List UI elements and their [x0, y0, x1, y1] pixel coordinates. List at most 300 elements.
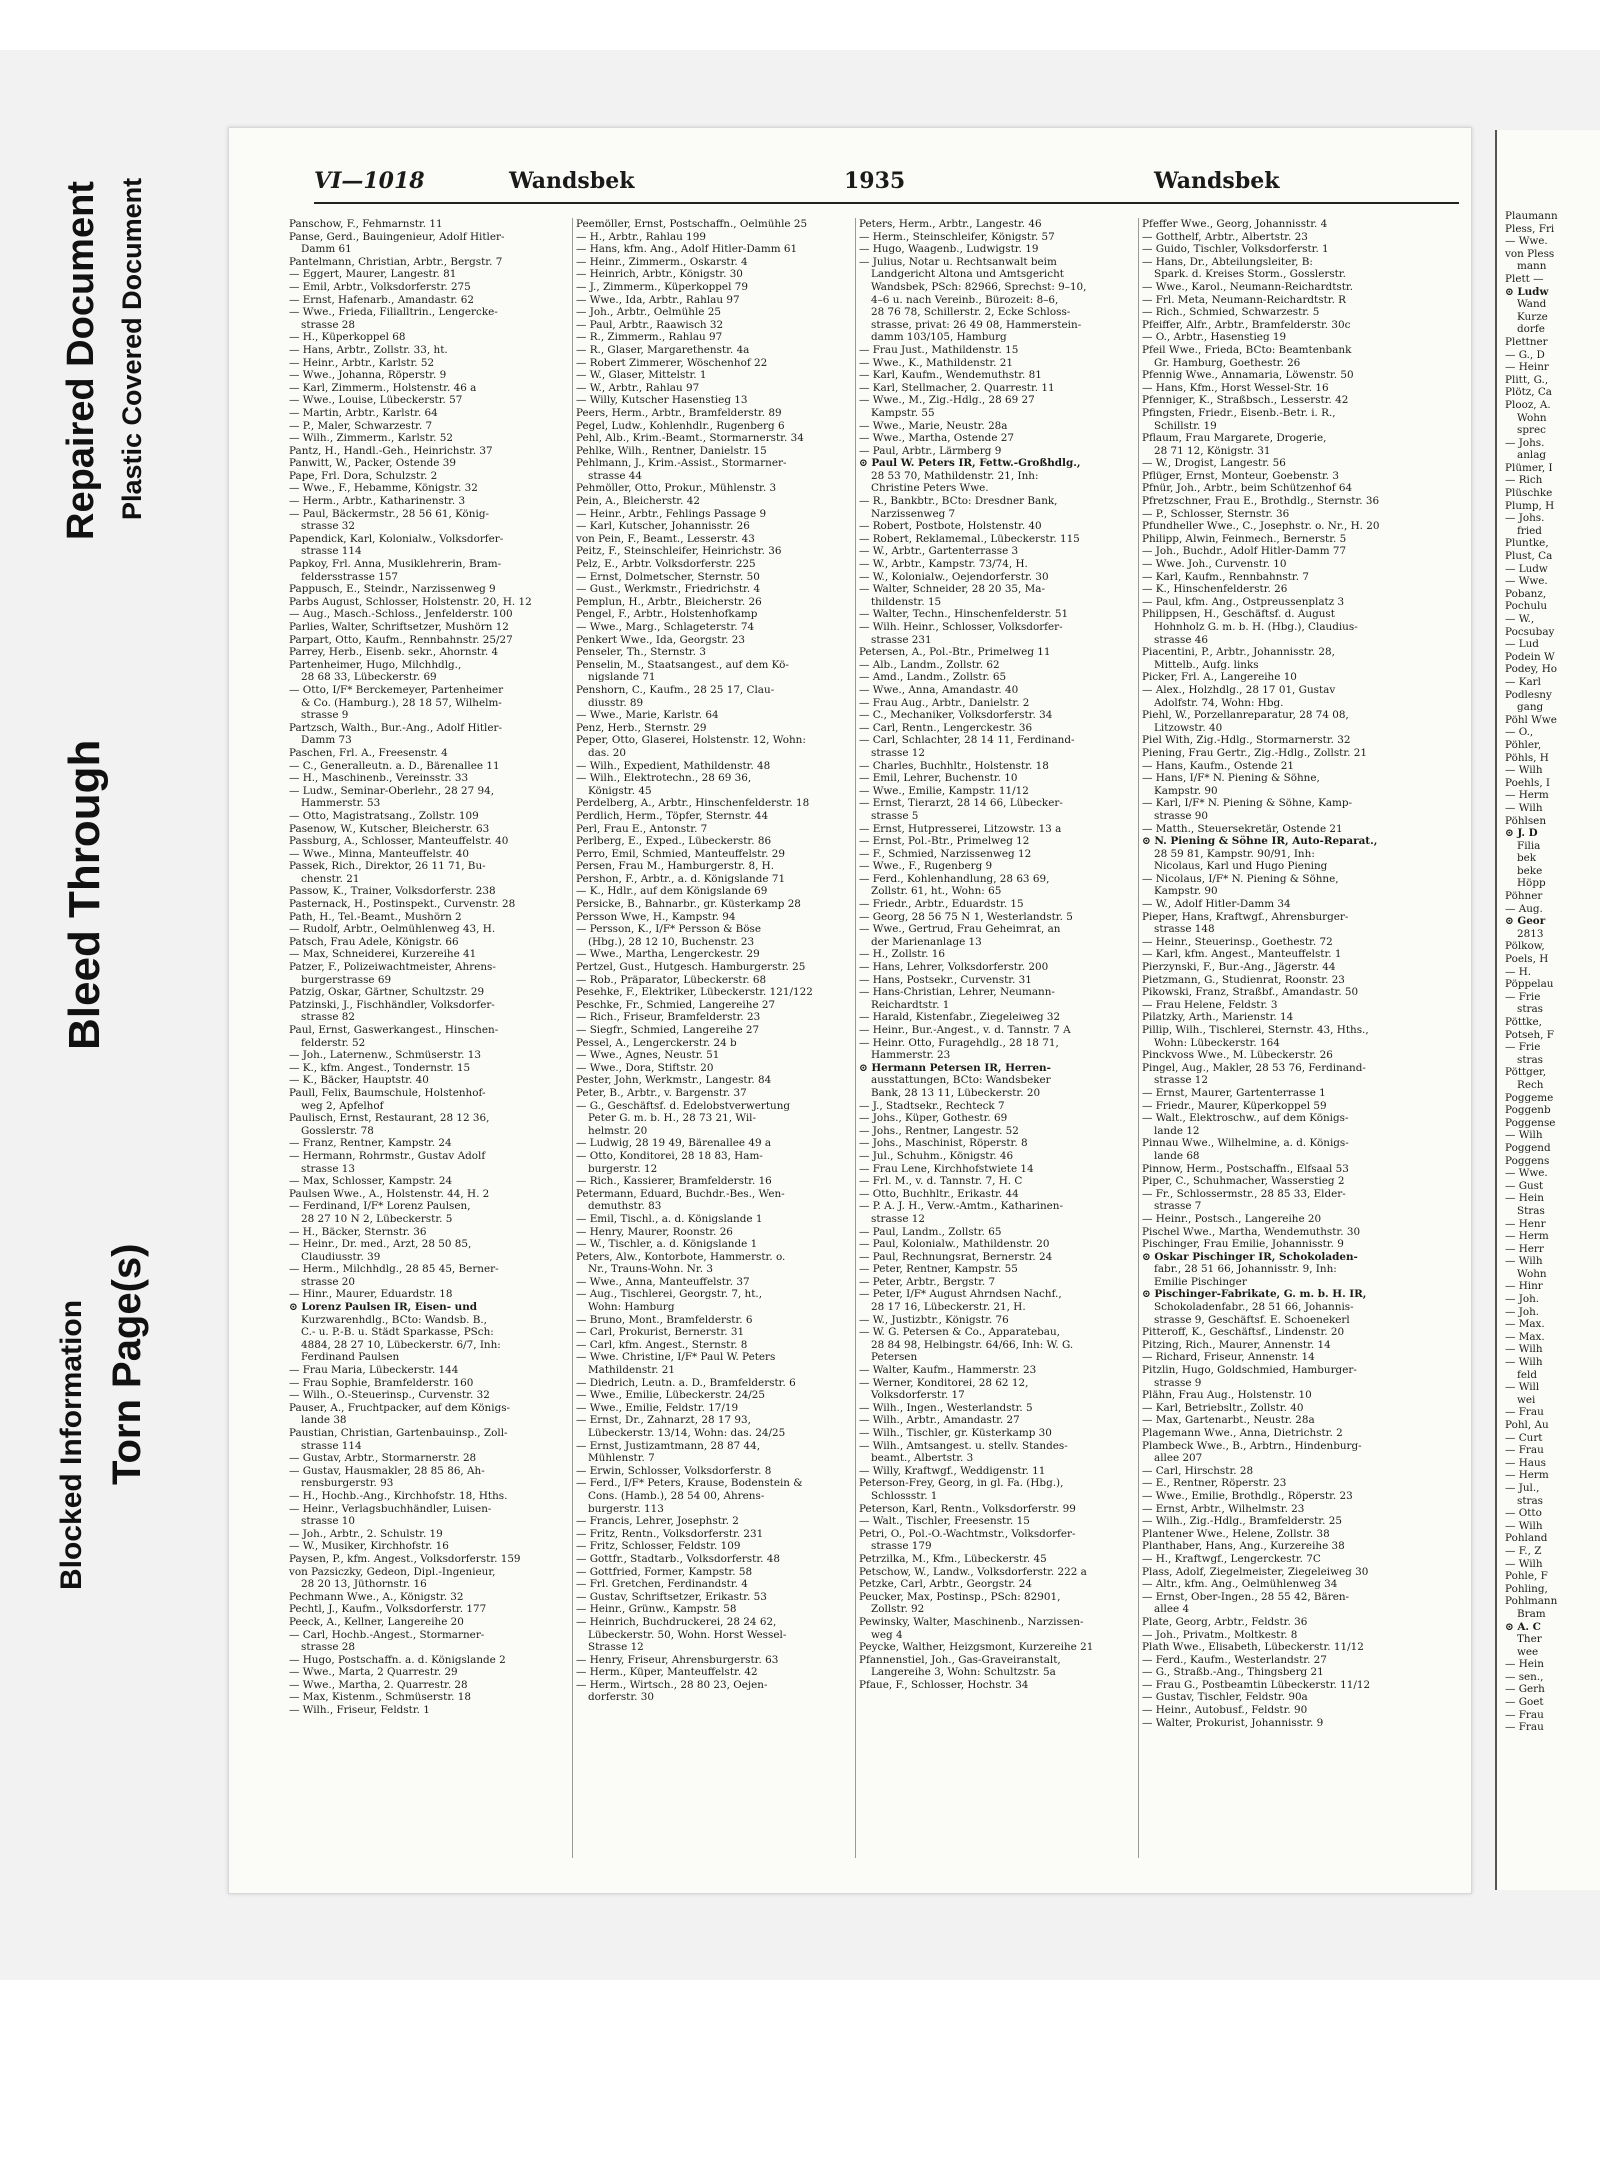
entry-continuation: 4–6 u. nach Vereinb., Bürozeit: 8–6,: [871, 293, 1059, 306]
directory-entry: — H., Arbtr., Rahlau 199: [576, 230, 706, 243]
entry-continuation: Reichardtstr. 1: [871, 998, 950, 1011]
directory-entry: — F., Z: [1505, 1544, 1542, 1557]
directory-entry: Pinnau Wwe., Wilhelmine, a. d. Königs-: [1142, 1137, 1349, 1150]
entry-continuation: Mittelb., Aufg. links: [1154, 658, 1259, 671]
directory-entry: — Emil, Arbtr., Volksdorferstr. 275: [289, 280, 471, 293]
directory-entry: Parpart, Otto, Kaufm., Rennbahnstr. 25/27: [289, 633, 513, 646]
directory-entry: — Friedr., Arbtr., Eduardstr. 15: [859, 898, 1024, 911]
directory-entry: Peter, B., Arbtr., v. Bargenstr. 37: [576, 1086, 747, 1099]
directory-entry: — Johs.: [1505, 512, 1545, 525]
directory-entry: Persson Wwe, H., Kampstr. 94: [576, 910, 736, 923]
entry-continuation: ausstattungen, BCto: Wandsbeker: [871, 1074, 1051, 1087]
directory-entry: Peterson-Frey, Georg, in gl. Fa. (Hbg.),: [859, 1477, 1064, 1490]
directory-entry: — Curt: [1505, 1431, 1543, 1444]
directory-entry: Plooz, A.: [1505, 398, 1551, 411]
directory-entry: — Gerh: [1505, 1683, 1545, 1696]
directory-entry: — Wwe., Marta, 2 Quarrestr. 29: [289, 1666, 458, 1679]
directory-entry: — W., Justizbtr., Königstr. 76: [859, 1313, 1009, 1326]
directory-entry: — Gust: [1505, 1179, 1544, 1192]
directory-entry: Peschke, Fr., Schmied, Langereihe 27: [576, 998, 776, 1011]
entry-continuation: rensburgerstr. 93: [301, 1477, 394, 1490]
directory-entry: — Frie: [1505, 1041, 1541, 1054]
directory-page: [228, 127, 1472, 1894]
directory-entry: — Ludw., Seminar-Oberlehr., 28 27 94,: [289, 784, 495, 797]
directory-entry: — Max.: [1505, 1318, 1545, 1331]
entry-continuation: Lübeckerstr. 13/14, Wohn: das. 24/25: [588, 1427, 786, 1439]
directory-entry: — Heinr., Dr. med., Arzt, 28 50 85,: [289, 1238, 472, 1251]
directory-entry: ⊙ Oskar Pischinger IR, Schokoladen-: [1142, 1250, 1358, 1263]
directory-entry: — Wilh: [1505, 1557, 1543, 1570]
entry-continuation: 2813: [1517, 927, 1544, 940]
entries-column-1: [289, 218, 564, 1858]
directory-entry: Plantener Wwe., Helene, Zollstr. 38: [1142, 1527, 1330, 1540]
directory-entry: — Wwe., Emilie, Kampstr. 11/12: [859, 784, 1029, 797]
directory-entry: — Peter, Rentner, Kampstr. 55: [859, 1263, 1018, 1276]
directory-entry: — G., Straßb.-Ang., Thingsberg 21: [1142, 1666, 1324, 1679]
directory-entry: — Karl, Zimmerm., Holstenstr. 46 a: [289, 381, 477, 394]
entry-continuation: Wand: [1517, 298, 1547, 311]
directory-entry: — Wwe., Emilie, Brothdlg., Röperstr. 23: [1142, 1489, 1353, 1502]
directory-entry: — Georg, 28 56 75 N 1, Westerlandstr. 5: [859, 910, 1073, 923]
directory-entry: Paschen, Frl. A., Freesenstr. 4: [289, 746, 448, 759]
directory-entry: — Wilh: [1505, 1356, 1543, 1369]
directory-entry: — G., D: [1505, 348, 1545, 361]
directory-entry: — K., Hinschenfelderstr. 26: [1142, 583, 1288, 596]
directory-entry: Patzig, Oskar, Gärtner, Schultzstr. 29: [289, 986, 485, 999]
directory-entry: Pierzynski, F., Bur.-Ang., Jägerstr. 44: [1142, 961, 1336, 974]
entry-continuation: Schokoladenfabr., 28 51 66, Johannis-: [1154, 1301, 1354, 1314]
directory-entry: — Gottfr., Stadtarb., Volksdorferstr. 48: [576, 1552, 780, 1565]
directory-entry: — Wilh., Friseur, Feldstr. 1: [289, 1704, 430, 1717]
directory-entry: — Ernst, Maurer, Gartenterrasse 1: [1142, 1086, 1326, 1099]
directory-entry: — J., Zimmerm., Küperkoppel 79: [576, 280, 748, 293]
directory-entry: — Walter, Kaufm., Hammerstr. 23: [859, 1364, 1037, 1377]
entry-continuation: stras: [1517, 1494, 1544, 1507]
directory-entry: — Hans, Arbtr., Zollstr. 33, ht.: [289, 343, 448, 356]
entry-continuation: Nr., Trauns-Wohn. Nr. 3: [588, 1263, 713, 1276]
directory-entry: ⊙ J. D: [1505, 827, 1538, 840]
entry-continuation: nigslande 71: [588, 671, 656, 684]
directory-entry: ⊙ Ludw: [1505, 285, 1549, 298]
directory-entry: Penshorn, C., Kaufm., 28 25 17, Clau-: [576, 683, 775, 696]
directory-entry: Pöhler,: [1505, 738, 1542, 751]
directory-entry: — Frau Aug., Arbtr., Danielstr. 2: [859, 696, 1030, 709]
entry-continuation: Filia: [1517, 839, 1541, 852]
directory-entry: Pessel, A., Lengerckerstr. 24 b: [576, 1036, 737, 1049]
directory-entry: — Max, Kistenm., Schmüserstr. 18: [289, 1691, 471, 1704]
directory-entry: — Hein: [1505, 1192, 1544, 1205]
entry-continuation: feld: [1517, 1368, 1537, 1381]
entry-continuation: strasse 179: [871, 1540, 932, 1553]
directory-entry: Piehl, W., Porzellanreparatur, 28 74 08,: [1142, 709, 1349, 722]
directory-entry: — Wwe., Anna, Amandastr. 40: [859, 683, 1019, 696]
directory-entry: Panschow, F., Fehmarnstr. 11: [289, 218, 443, 230]
directory-entry: — Frl. M., v. d. Tannstr. 7, H. C: [859, 1175, 1023, 1188]
directory-entry: — Jul., Schuhm., Königstr. 46: [859, 1149, 1014, 1162]
directory-entry: — Joh., Buchdr., Adolf Hitler-Damm 77: [1142, 545, 1347, 558]
directory-entry: — Herm., Küper, Manteuffelstr. 42: [576, 1666, 758, 1679]
entry-continuation: Hammerstr. 23: [871, 1049, 951, 1062]
directory-entry: — Frau: [1505, 1721, 1544, 1734]
directory-entry: Pieper, Hans, Kraftwgf., Ahrensburger-: [1142, 910, 1349, 923]
directory-entry: Paulisch, Ernst, Restaurant, 28 12 36,: [289, 1112, 490, 1125]
directory-entry: Pemplun, H., Arbtr., Bleicherstr. 26: [576, 595, 762, 608]
entry-continuation: Bank, 28 13 11, Lübeckerstr. 20: [871, 1086, 1041, 1099]
entry-continuation: (Hbg.), 28 12 10, Buchenstr. 23: [588, 935, 755, 948]
directory-entry: — K., Hdlr., auf dem Königslande 69: [576, 885, 768, 898]
directory-entry: — Aug., Tischlerei, Georgstr. 7, ht.,: [576, 1288, 763, 1301]
directory-entry: Plüschke: [1505, 487, 1553, 500]
directory-entry: — Persson, K., I/F* Persson & Böse: [576, 923, 762, 936]
directory-entry: — Robert, Reklamemal., Lübeckerstr. 115: [859, 532, 1080, 545]
directory-entry: Pietzmann, G., Studienrat, Roonstr. 23: [1142, 973, 1345, 986]
directory-entry: — Wwe., Minna, Manteuffelstr. 40: [289, 847, 470, 860]
entry-continuation: Wohn: Hamburg: [588, 1301, 675, 1314]
directory-entry: — Will: [1505, 1381, 1540, 1394]
directory-entry: Pershon, F., Arbtr., a. d. Königslande 71: [576, 872, 786, 885]
directory-entry: Picker, Frl. A., Langereihe 10: [1142, 671, 1297, 684]
directory-entry: — H., Kraftwgf., Lengerckestr. 7C: [1142, 1552, 1321, 1565]
directory-entry: Pfeiffer, Alfr., Arbtr., Bramfelderstr. 30c: [1142, 318, 1351, 331]
directory-entry: Peycke, Walther, Heizgsmont, Kurzereihe 21: [859, 1641, 1094, 1654]
directory-entry: Pilatzky, Arth., Marienstr. 14: [1142, 1011, 1294, 1024]
directory-entry: — Rich: [1505, 474, 1543, 487]
entry-continuation: Adolfstr. 74, Wohn: Hbg.: [1154, 696, 1284, 709]
entry-continuation: dorfe: [1517, 323, 1545, 336]
entry-continuation: Peter G. m. b. H., 28 73 21, Wil-: [588, 1112, 757, 1125]
directory-entry: Pester, John, Werkmstr., Langestr. 84: [576, 1074, 772, 1087]
entry-continuation: Ther: [1517, 1633, 1542, 1646]
entry-continuation: Wohn: [1517, 1267, 1547, 1280]
directory-entry: — Fritz, Rentn., Volksdorferstr. 231: [576, 1527, 764, 1540]
entry-continuation: strasse 46: [1154, 633, 1209, 646]
directory-entry: — Gust., Werkmstr., Friedrichstr. 4: [576, 583, 761, 596]
directory-entry: Plump, H: [1505, 499, 1555, 512]
top-margin: [0, 0, 1600, 50]
directory-entry: Pantz, H., Handl.-Geh., Heinrichstr. 37: [289, 444, 493, 457]
directory-entry: — Henry, Friseur, Ahrensburgerstr. 63: [576, 1653, 779, 1666]
directory-entry: — Wilh., Zig.-Hdlg., Bramfelderstr. 25: [1142, 1515, 1342, 1528]
directory-entry: — Hans, Kfm., Horst Wessel-Str. 16: [1142, 381, 1329, 394]
directory-entry: — R., Bankbtr., BCto: Dresdner Bank,: [859, 495, 1058, 508]
directory-entry: — Ferd., Kaufm., Westerlandstr. 27: [1142, 1653, 1327, 1666]
entry-continuation: strasse 44: [588, 469, 643, 482]
directory-entry: Pohlmann: [1505, 1595, 1558, 1608]
directory-entry: Patzer, F., Polizeiwachtmeister, Ahrens-: [289, 961, 496, 974]
directory-entry: — Karl, kfm. Angest., Manteuffelstr. 1: [1142, 948, 1342, 961]
directory-entry: — Hans, Postsekr., Curvenstr. 31: [859, 973, 1032, 986]
entry-continuation: felderstr. 52: [301, 1036, 366, 1049]
entry-continuation: diusstr. 89: [588, 696, 644, 709]
directory-entry: von Pless: [1505, 247, 1555, 260]
directory-entry: Pohland: [1505, 1532, 1548, 1545]
entry-continuation: Kurzwarenhdlg., BCto: Wandsb. B.,: [301, 1313, 487, 1326]
directory-entry: — Hein: [1505, 1658, 1544, 1671]
directory-entry: — Ludwig, 28 19 49, Bärenallee 49 a: [576, 1137, 772, 1150]
directory-entry: — Joh., Laternenw., Schmüserstr. 13: [289, 1049, 481, 1062]
directory-entry: Poels, H: [1505, 953, 1549, 966]
directory-entry: — Guido, Tischler, Volksdorferstr. 1: [1142, 243, 1329, 256]
directory-entry: — O.,: [1505, 726, 1534, 739]
directory-entry: ⊙ Paul W. Peters IR, Fettw.-Großhdlg.,: [859, 457, 1081, 470]
directory-entry: Paull, Felix, Baumschule, Holstenhof-: [289, 1086, 486, 1099]
directory-entry: Partenheimer, Hugo, Milchhdlg.,: [289, 658, 462, 671]
directory-entry: — Wwe.: [1505, 1167, 1548, 1180]
directory-entry: Petschow, W., Landw., Volksdorferstr. 222 a: [859, 1565, 1087, 1578]
directory-entry: — Ludw: [1505, 562, 1548, 575]
directory-entry: — Ferdinand, I/F* Lorenz Paulsen,: [289, 1200, 471, 1213]
directory-entry: — Charles, Buchhltr., Holstenstr. 18: [859, 759, 1049, 772]
directory-entry: — Gustav, Schriftsetzer, Erikastr. 53: [576, 1590, 767, 1603]
directory-entry: Peitz, F., Steinschleifer, Heinrichstr. 36: [576, 545, 782, 558]
directory-entry: Philippsen, H., Geschäftsf. d. August: [1142, 608, 1335, 621]
directory-entry: — Karl, Kutscher, Johannisstr. 26: [576, 520, 750, 533]
directory-entry: — Wwe., Frieda, Filialltrin., Lengercke-: [289, 306, 498, 319]
directory-entry: Pfennig Wwe., Annamaria, Löwenstr. 50: [1142, 369, 1354, 382]
entry-continuation: stras: [1517, 1003, 1544, 1016]
directory-entry: — Rudolf, Arbtr., Oelmühlenweg 43, H.: [289, 923, 496, 936]
directory-entry: Plötz, Ca: [1505, 386, 1552, 399]
directory-entry: Pfannenstiel, Joh., Gas-Graveiranstalt,: [859, 1653, 1061, 1666]
directory-entry: Plath Wwe., Elisabeth, Lübeckerstr. 11/12: [1142, 1641, 1364, 1654]
directory-entry: — Wilh. Heinr., Schlosser, Volksdorfer-: [859, 621, 1063, 633]
entry-continuation: strasse 28: [301, 1641, 356, 1654]
directory-entry: Pöhl Wwe: [1505, 713, 1557, 726]
directory-entry: — Goet: [1505, 1696, 1544, 1709]
entry-continuation: Schlossstr. 1: [871, 1489, 938, 1502]
directory-entry: Peeck, A., Kellner, Langereihe 20: [289, 1615, 464, 1628]
directory-entry: — Herm., Wirtsch., 28 80 23, Oejen-: [576, 1678, 768, 1691]
entries-column-3: [859, 218, 1134, 1858]
directory-entry: Paysen, P., kfm. Angest., Volksdorferstr. 159: [289, 1552, 521, 1565]
directory-entry: — Peter, Arbtr., Bergstr. 7: [859, 1275, 996, 1288]
directory-entry: — Heinr., Autobusf., Feldstr. 90: [1142, 1704, 1308, 1717]
directory-entry: Peters, Alw., Kontorbote, Hammerstr. o.: [576, 1250, 786, 1263]
entry-continuation: strasse 231: [871, 633, 932, 646]
entry-continuation: sprec: [1517, 424, 1546, 437]
directory-entry: — Wwe., Louise, Lübeckerstr. 57: [289, 394, 463, 407]
directory-entry: — Max, Gartenarbt., Neustr. 28a: [1142, 1414, 1315, 1427]
directory-entry: — F., Schmied, Narzissenweg 12: [859, 847, 1032, 860]
directory-entry: — Wwe.: [1505, 235, 1548, 248]
directory-entry: — G., Geschäftsf. d. Edelobstverwertung: [576, 1099, 791, 1112]
directory-entry: Pesehke, F., Elektriker, Lübeckerstr. 121/122: [576, 986, 813, 999]
directory-entry: — Otto, Buchhltr., Erikastr. 44: [859, 1187, 1019, 1200]
directory-entry: Pohling,: [1505, 1582, 1548, 1595]
header-right-title: Wandsbek: [1154, 168, 1280, 194]
directory-entry: — Joh., Privatm., Moltkestr. 8: [1142, 1628, 1298, 1641]
directory-entry: — Max.: [1505, 1330, 1545, 1343]
condition-labels: [55, 120, 205, 1650]
directory-entry: Penkert Wwe., Ida, Georgstr. 23: [576, 633, 745, 646]
directory-entry: — Karl, Betriebsltr., Zollstr. 40: [1142, 1401, 1304, 1414]
directory-entry: Perdlich, Herm., Töpfer, Sternstr. 44: [576, 809, 769, 822]
directory-entry: Pasenow, W., Kutscher, Bleicherstr. 63: [289, 822, 490, 835]
entry-continuation: Langereihe 3, Wohn: Schultzstr. 5a: [871, 1666, 1056, 1679]
entry-continuation: strasse 9: [1154, 1376, 1202, 1389]
directory-entry: — P., Maler, Schwarzestr. 7: [289, 419, 433, 432]
directory-entry: — Richard, Friseur, Annenstr. 14: [1142, 1351, 1315, 1364]
directory-entry: Peters, Herm., Arbtr., Langestr. 46: [859, 218, 1042, 230]
directory-entry: — Martin, Arbtr., Karlstr. 64: [289, 406, 438, 419]
directory-entry: — Hans, kfm. Ang., Adolf Hitler-Damm 61: [576, 243, 798, 256]
directory-entry: — Otto, I/F* Berckemeyer, Partenheimer: [289, 683, 504, 696]
directory-entry: Planthaber, Hans, Ang., Kurzereihe 38: [1142, 1540, 1345, 1553]
directory-entry: — Carl, kfm. Angest., Sternstr. 8: [576, 1338, 748, 1351]
directory-entry: — C., Generalleutn. a. D., Bärenallee 11: [289, 759, 500, 772]
directory-entry: — Wwe., Agnes, Neustr. 51: [576, 1049, 720, 1062]
directory-entry: — Joh., Arbtr., 2. Schulstr. 19: [289, 1527, 443, 1540]
directory-entry: — Rich., Friseur, Bramfelderstr. 23: [576, 1011, 761, 1024]
directory-entry: — Wilh: [1505, 764, 1543, 777]
directory-entry: Pöppelau: [1505, 978, 1554, 991]
directory-entry: — Ernst, Hafenarb., Amandastr. 62: [289, 293, 474, 306]
directory-entry: — Gotthelf, Arbtr., Albertstr. 23: [1142, 230, 1308, 243]
directory-entry: — Wwe. Joh., Curvenstr. 10: [1142, 558, 1287, 571]
directory-entry: — Joh.: [1505, 1305, 1540, 1318]
directory-entry: — Aug., Masch.-Schloss., Jenfelderstr. 100: [289, 608, 513, 621]
entry-continuation: strasse 32: [301, 520, 356, 533]
directory-entry: Pengel, F., Arbtr., Holstenhofkamp: [576, 608, 758, 621]
directory-entry: — W., Arbtr., Kampstr. 73/74, H.: [859, 558, 1028, 571]
directory-entry: — J., Stadtsekr., Rechteck 7: [859, 1099, 1005, 1112]
directory-entry: Pape, Frl. Dora, Schulzstr. 2: [289, 469, 438, 482]
directory-entry: — Ferd., I/F* Peters, Krause, Bodenstein &: [576, 1477, 803, 1490]
header-left-title: Wandsbek: [509, 168, 635, 194]
directory-entry: ⊙ N. Piening & Söhne IR, Auto-Reparat.,: [1142, 835, 1378, 848]
directory-entry: Persicke, B., Bahnarbr., gr. Küsterkamp 28: [576, 898, 801, 911]
directory-entry: Petzke, Carl, Arbtr., Georgstr. 24: [859, 1578, 1032, 1591]
directory-entry: Peterson, Karl, Rentn., Volksdorferstr. 99: [859, 1502, 1076, 1515]
directory-entry: — Nicolaus, I/F* N. Piening & Söhne,: [1142, 872, 1339, 885]
directory-entry: — Wwe., Marg., Schlageterstr. 74: [576, 621, 755, 633]
header-year: 1935: [844, 168, 906, 194]
entry-continuation: 28 84 98, Helbingstr. 64/66, Inh: W. G.: [871, 1338, 1074, 1351]
directory-entry: — Ernst, Justizamtmann, 28 87 44,: [576, 1439, 761, 1452]
entry-continuation: weg 4: [871, 1628, 903, 1641]
directory-entry: Pochulu: [1505, 600, 1548, 613]
entry-continuation: strasse 20: [301, 1275, 356, 1288]
directory-entry: Pfaue, F., Schlosser, Hochstr. 34: [859, 1678, 1029, 1691]
entry-continuation: Lübeckerstr. 50, Wohn. Horst Wessel-: [588, 1628, 787, 1641]
directory-entry: Petersen, A., Pol.-Btr., Primelweg 11: [859, 646, 1051, 659]
entry-continuation: Wohn: [1517, 411, 1547, 424]
directory-entry: — Otto: [1505, 1507, 1542, 1520]
entry-continuation: strasse 13: [301, 1162, 356, 1175]
directory-entry: — Hans, Dr., Abteilungsleiter, B:: [1142, 255, 1313, 268]
directory-entry: Pless, Fri: [1505, 222, 1555, 235]
directory-entry: — Paul, Arbtr., Raawisch 32: [576, 318, 724, 331]
directory-entry: — Hugo, Postschaffn. a. d. Königslande 2: [289, 1653, 506, 1666]
entry-continuation: mann: [1517, 260, 1547, 273]
directory-entry: — Frau Helene, Feldstr. 3: [1142, 998, 1278, 1011]
blocked-information-label: Blocked Information: [55, 1299, 88, 1590]
directory-entry: von Pazsiczky, Gedeon, Dipl.-Ingenieur,: [289, 1565, 496, 1578]
directory-entry: — Carl, Prokurist, Bernerstr. 31: [576, 1326, 745, 1339]
directory-entry: Pfnür, Joh., Arbtr., beim Schützenhof 64: [1142, 482, 1353, 495]
directory-entry: — W., Kolonialw., Oejendorferstr. 30: [859, 570, 1049, 583]
directory-entry: — Heinr., Arbtr., Fehlings Passage 9: [576, 507, 767, 520]
entry-continuation: Claudiusstr. 39: [301, 1250, 381, 1263]
directory-entry: — Johs., Rentner, Langestr. 52: [859, 1124, 1019, 1137]
directory-entry: Pewinsky, Walter, Maschinenb., Narzissen-: [859, 1615, 1084, 1628]
directory-entry: — Ferd., Kohlenhandlung, 28 63 69,: [859, 872, 1050, 885]
directory-entry: Pöhlsen: [1505, 814, 1547, 827]
directory-entry: — Alb., Landm., Zollstr. 62: [859, 658, 1000, 671]
entry-continuation: Christine Peters Wwe.: [871, 482, 989, 495]
directory-entry: Plagemann Wwe., Anna, Dietrichstr. 2: [1142, 1427, 1343, 1439]
directory-entry: — Hans, I/F* N. Piening & Söhne,: [1142, 772, 1320, 785]
directory-entry: — Heinr., Bur.-Angest., v. d. Tannstr. 7 A: [859, 1024, 1071, 1036]
directory-entry: Pfingsten, Friedr., Eisenb.-Betr. i. R.,: [1142, 406, 1336, 419]
directory-entry: — W., Adolf Hitler-Damm 34: [1142, 898, 1291, 911]
directory-entry: Pohle, F: [1505, 1570, 1548, 1583]
directory-entry: Pflüger, Ernst, Monteur, Goebenstr. 3: [1142, 469, 1339, 482]
directory-entry: Pitzlin, Hugo, Goldschmied, Hamburger-: [1142, 1364, 1357, 1377]
entry-continuation: demuthstr. 83: [588, 1200, 662, 1213]
entry-continuation: strasse 9, Geschäftsf. E. Schoenekerl: [1154, 1313, 1350, 1326]
directory-entry: — P. A. J. H., Verw.-Amtm., Katharinen-: [859, 1200, 1064, 1213]
directory-entry: — Willy, Kraftwgf., Weddigenstr. 11: [859, 1464, 1046, 1477]
entry-continuation: Spark. d. Kreises Storm., Gosslerstr.: [1154, 268, 1346, 281]
directory-entry: Pertzel, Gust., Hutgesch. Hamburgerstr. 25: [576, 961, 806, 974]
directory-entry: — Wwe., Martha, Lengerckestr. 29: [576, 948, 760, 961]
directory-entry: Pöhls, H: [1505, 751, 1549, 764]
directory-entry: — H., Küperkoppel 68: [289, 331, 406, 344]
directory-entry: Petri, O., Pol.-O.-Wachtmstr., Volksdorfer-: [859, 1527, 1076, 1540]
entry-continuation: Strasse 12: [588, 1641, 644, 1654]
entry-continuation: Damm 61: [301, 243, 352, 256]
directory-entry: — Wwe., Ida, Arbtr., Rahlau 97: [576, 293, 740, 306]
directory-entry: — Eggert, Maurer, Langestr. 81: [289, 268, 457, 281]
directory-entry: Pohl, Au: [1505, 1419, 1549, 1431]
directory-entry: — Paul, Landm., Zollstr. 65: [859, 1225, 1002, 1238]
entries-column-2: [576, 218, 851, 1858]
directory-entry: — Heinr: [1505, 361, 1549, 374]
directory-entry: Plähn, Frau Aug., Holstenstr. 10: [1142, 1389, 1312, 1402]
directory-entry: Philipp, Alwin, Feinmech., Bernerstr. 5: [1142, 532, 1347, 545]
directory-entry: — Gustav, Arbtr., Stormarnerstr. 28: [289, 1452, 477, 1465]
directory-entry: Pechmann Wwe., A., Königstr. 32: [289, 1590, 464, 1603]
directory-entry: — Otto, Magistratsang., Zollstr. 109: [289, 809, 479, 822]
directory-entry: Piper, C., Schuhmacher, Wasserstieg 2: [1142, 1175, 1345, 1188]
directory-entry: — W., Arbtr., Gartenterrasse 3: [859, 545, 1019, 558]
directory-entry: Plust, Ca: [1505, 550, 1553, 563]
directory-entry: — Carl, Hirschstr. 28: [1142, 1464, 1254, 1477]
directory-entry: Petrzilka, M., Kfm., Lübeckerstr. 45: [859, 1552, 1047, 1565]
directory-entry: — Wwe., K., Mathildenstr. 21: [859, 356, 1013, 369]
directory-entry: — Wwe. Christine, I/F* Paul W. Peters: [576, 1351, 776, 1364]
directory-entry: Pitteroff, K., Geschäftsf., Lindenstr. 20: [1142, 1326, 1345, 1339]
entry-continuation: 28 59 81, Kampstr. 90/91, Inh:: [1154, 847, 1315, 860]
directory-entry: ⊙ Lorenz Paulsen IR, Eisen- und: [289, 1301, 478, 1314]
entry-continuation: strasse 12: [871, 746, 926, 759]
directory-entry: — Heinr., Postsch., Langereihe 20: [1142, 1212, 1322, 1225]
directory-entry: Pluntke,: [1505, 537, 1549, 550]
directory-entry: — Henry, Maurer, Roonstr. 26: [576, 1225, 733, 1238]
directory-entry: — Heinr., Zimmerm., Oskarstr. 4: [576, 255, 748, 268]
directory-entry: Pikowski, Franz, Straßbf., Amandastr. 50: [1142, 986, 1359, 999]
entry-continuation: Litzowstr. 40: [1154, 721, 1223, 734]
directory-entry: — Paul, Rechnungsrat, Bernerstr. 24: [859, 1250, 1053, 1263]
directory-entry: — Wilh., Arbtr., Amandastr. 27: [859, 1414, 1020, 1427]
entry-continuation: wee: [1517, 1645, 1539, 1658]
entry-continuation: allee 4: [1154, 1603, 1190, 1616]
directory-entry: — Wilh., Elektrotechn., 28 69 36,: [576, 772, 752, 785]
entry-continuation: 28 71 12, Königstr. 31: [1154, 444, 1271, 457]
directory-entry: Plett —: [1505, 272, 1544, 285]
directory-entry: Pechtl, J., Kaufm., Volksdorferstr. 177: [289, 1603, 487, 1616]
